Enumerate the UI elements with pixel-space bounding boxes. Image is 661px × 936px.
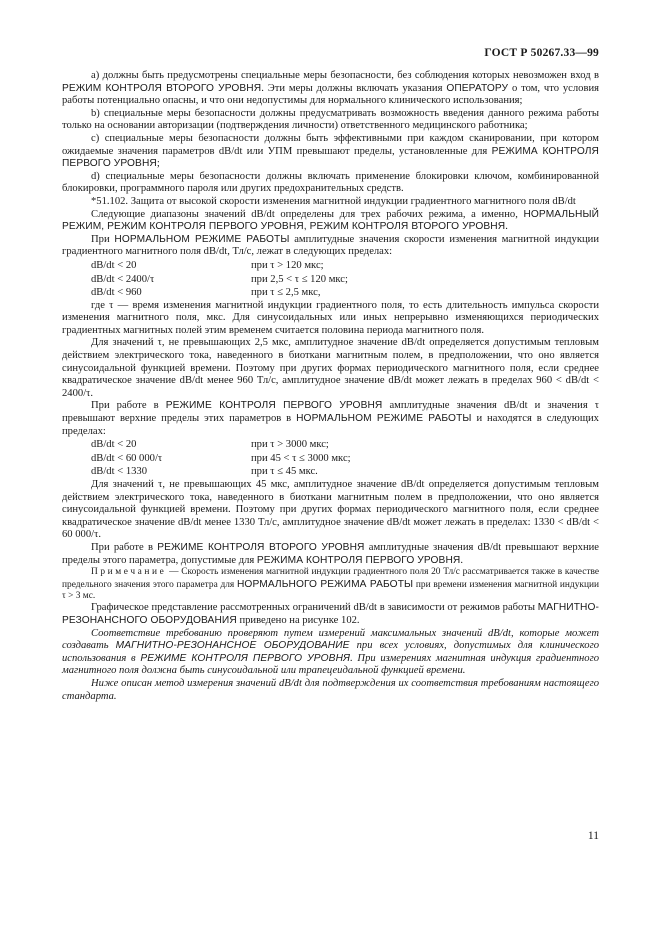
formula-expression: dB/dt < 60 000/τ	[91, 452, 163, 464]
paragraph-thermal-level1: Для значений τ, не превышающих 45 мкс, амплитудное значение dB/dt определяется допустимым тепловым действием электрического тока, наведенного в биоткани магнитным полем в предположении, что оно является синусоидальной функцией времени. Поэтому при других формах периодического магнитного поля, если среднее квадратическое значение dB/dt менее 1330 Тл/с, амплитудное значение dB/dt может лежать в пределах: 1330 < dB/dt < 60 000/τ.	[62, 479, 599, 541]
text-segment: приведено на рисунке 102.	[236, 614, 360, 626]
note	[62, 567, 599, 602]
formula-expression: dB/dt < 1330	[91, 466, 148, 478]
formula-expression: dB/dt < 960	[91, 287, 142, 299]
text-segment: c) специальные меры безопасности должны быть эффективными при каждом сканировании, при котором ожидаемые значения параметров dB/dt или УПМ превышают пределы, установленные для	[62, 132, 599, 157]
paragraph-normal-mode	[62, 234, 599, 259]
paragraph-level1-mode	[62, 400, 599, 438]
formula-expression: dB/dt < 20	[91, 259, 137, 271]
normal-limits-list	[62, 259, 599, 300]
paragraph-b: b) специальные меры безопасности должны предусматривать возможность введения данного режима работы только на основании авторизации (подтверждения личности) ответственного медицинского работника;	[62, 107, 599, 132]
formula-expression: dB/dt < 20	[91, 439, 137, 451]
paragraph-c	[62, 133, 599, 171]
clause-heading: *51.102. Защита от высокой скорости изменения магнитной индукции градиентного магнитного поля dB/dt	[91, 195, 576, 207]
defined-term: НОРМАЛЬНОМ РЕЖИМЕ РАБОТЫ	[296, 413, 472, 425]
formula-row	[62, 452, 599, 466]
text-segment: Графическое представление рассмотренных ограничений dB/dt в зависимости от режимов работы	[91, 602, 538, 614]
paragraph-modes	[62, 209, 599, 234]
text-segment: — Скорость изменения магнитной индукции градиентного поля 20 Тл/с рассматривается также в качестве предельного значения этого параметра для	[62, 567, 599, 590]
text-segment: ;	[156, 158, 160, 170]
defined-term: РЕЖИМА КОНТРОЛЯ ПЕРВОГО УРОВНЯ	[62, 145, 599, 170]
text-segment: При работе в	[91, 541, 158, 553]
paragraph-d: d) специальные меры безопасности должны включать применение блокировки ключом, комбинированной блокировки, программного пароля или других предохранительных средств.	[62, 170, 599, 195]
text-segment: Соответствие требованию проверяют путем измерений максимальных значений dB/dt, которые может создавать	[62, 627, 599, 652]
formula-row	[62, 286, 599, 300]
paragraph-thermal-normal: Для значений τ, не превышающих 2,5 мкс, амплитудное значение dB/dt определяется допустимым тепловым действием электрического тока, наведенного в биоткани магнитным полем, в предположении, что оно является синусоидальной функцией времени. Поэтому при других формах периодического магнитного поля, если среднее квадратическое значение dB/dt менее 960 Тл/с, амплитудное значение dB/dt может лежать в пределах 960 < dB/dt < 2400/τ.	[62, 337, 599, 399]
paragraph-graphical	[62, 602, 599, 627]
formula-condition: при 45 < τ ≤ 3000 мкс;	[251, 452, 351, 464]
text-segment: .	[460, 554, 464, 566]
defined-term: МАГНИТНО-РЕЗОНАНСНОГО ОБОРУДОВАНИЯ	[62, 602, 599, 626]
paragraph-method: Ниже описан метод измерения значений dB/dt для подтверждения их соответствия требованиям настоящего стандарта.	[62, 677, 599, 702]
formula-condition: при τ > 120 мкс;	[251, 259, 324, 271]
defined-term: НОРМАЛЬНЫЙ РЕЖИМ, РЕЖИМ КОНТРОЛЯ ПЕРВОГО УРОВНЯ, РЕЖИМ КОНТРОЛЯ ВТОРОГО УРОВНЯ	[62, 208, 599, 233]
level1-limits-list	[62, 438, 599, 479]
paragraph-compliance	[62, 628, 599, 678]
text-segment: амплитудные значения скорости изменения магнитной индукции градиентного магнитного поля dB/dt, Тл/с, лежат в следующих пределах:	[62, 233, 599, 258]
formula-row	[62, 259, 599, 273]
text-segment: . Эти меры должны включать указания	[261, 82, 447, 94]
defined-term: МАГНИТНО-РЕЗОНАНСНОЕ ОБОРУДОВАНИЕ	[115, 640, 350, 652]
text-segment: а) должны быть предусмотрены специальные меры безопасности, без соблюдения которых невозможен вход в	[91, 70, 599, 81]
text-segment: амплитудные значения dB/dt и значения τ превышают верхние пределы этих параметров в	[62, 400, 600, 425]
text-segment: . При измерениях магнитная индукция градиентного магнитного поля должна быть синусоидальной или трапецеидальной функцией времени.	[62, 652, 599, 677]
text-segment: При работе в	[91, 400, 166, 412]
page-content	[62, 70, 599, 703]
formula-row	[62, 465, 599, 479]
text-segment: при времени изменения магнитной индукции τ > 3 мс.	[62, 579, 599, 601]
formula-row	[62, 273, 599, 287]
formula-condition: при 2,5 < τ ≤ 120 мкс;	[251, 273, 348, 285]
text-segment: .	[505, 221, 508, 233]
text-segment: при всех условиях, допустимых для клинического использования в	[62, 640, 599, 664]
standard-header: ГОСТ Р 50267.33—99	[484, 47, 599, 59]
text-segment: о том, что условия работы потенциально опасны, и что они недопустимы для нормального клинического использования;	[62, 82, 600, 107]
text-segment: амплитудные значения dB/dt превышают верхние пределы этого параметра, допустимые для	[62, 541, 599, 566]
formula-row	[62, 438, 599, 452]
defined-term: РЕЖИМ КОНТРОЛЯ ВТОРОГО УРОВНЯ	[62, 82, 262, 94]
text-segment: и находятся в следующих пределах:	[62, 413, 599, 437]
note-label: Примечание	[91, 567, 167, 578]
defined-term: РЕЖИМЕ КОНТРОЛЯ ПЕРВОГО УРОВНЯ	[140, 652, 351, 664]
defined-term: РЕЖИМЕ КОНТРОЛЯ ВТОРОГО УРОВНЯ	[157, 541, 365, 553]
defined-term: РЕЖИМЕ КОНТРОЛЯ ПЕРВОГО УРОВНЯ	[165, 400, 383, 412]
defined-term: НОРМАЛЬНОГО РЕЖИМА РАБОТЫ	[236, 578, 414, 590]
text-segment: Следующие диапазоны значений dB/dt определены для трех рабочих режима, а именно,	[91, 208, 524, 220]
formula-expression: dB/dt < 2400/τ	[91, 273, 155, 285]
formula-condition: при τ ≤ 2,5 мкс,	[251, 287, 321, 299]
defined-term: НОРМАЛЬНОМ РЕЖИМЕ РАБОТЫ	[114, 233, 290, 245]
text-segment: При	[91, 233, 115, 245]
formula-condition: при τ ≤ 45 мкс.	[251, 466, 318, 478]
paragraph-a	[62, 70, 599, 108]
page-number: 11	[587, 830, 599, 842]
paragraph-tau-definition: где τ — время изменения магнитной индукции градиентного поля, то есть длительность импульса скорости изменения магнитного поля, мкс. Для синусоидальных или иных непрерывно изменяющихся периодических градиентных магнитных полей этим временем считается половина периода магнитного поля.	[62, 299, 599, 336]
defined-term: ОПЕРАТОРУ	[446, 82, 509, 94]
paragraph-level2-mode	[62, 542, 599, 567]
defined-term: РЕЖИМА КОНТРОЛЯ ПЕРВОГО УРОВНЯ	[256, 554, 461, 566]
formula-condition: при τ > 3000 мкс;	[251, 439, 329, 451]
